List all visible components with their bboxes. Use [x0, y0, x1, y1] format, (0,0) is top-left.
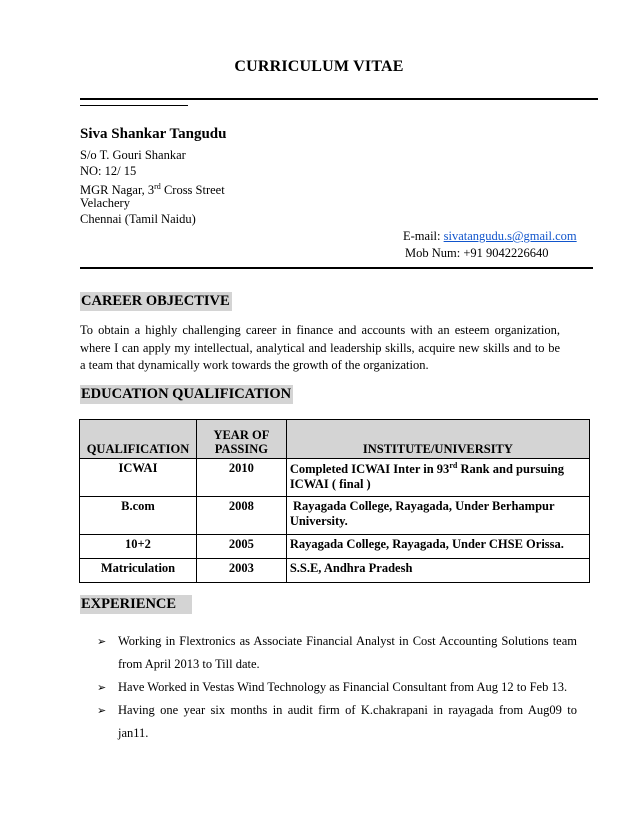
year-cell: 2010 [196, 459, 286, 497]
relation-line: S/o T. Gouri Shankar [80, 148, 186, 162]
institute-prefix: Completed ICWAI Inter in 93 [289, 462, 450, 477]
arrow-bullet-icon: ➢ [97, 681, 107, 694]
column-qualification: QUALIFICATION [80, 420, 197, 459]
year-cell: 2003 [196, 559, 286, 583]
email-label: E-mail: [403, 229, 444, 243]
candidate-name: Siva Shankar Tangudu [80, 126, 227, 142]
education-table-header [80, 420, 590, 459]
column-year [196, 420, 286, 459]
year-cell: 2008 [196, 497, 286, 535]
street-suffix: Cross Street [160, 183, 225, 198]
experience-text: Having one year six months in audit firm of K.chakrapani in rayagada from Aug09 to jan11. [118, 703, 577, 740]
mobile-label: Mob Num: [405, 246, 464, 260]
street-prefix: MGR Nagar, 3 [80, 183, 155, 198]
column-year-line1: YEAR OF [213, 428, 270, 442]
city-line: Chennai (Tamil Naidu) [80, 212, 196, 226]
experience-list [97, 630, 577, 745]
email-link[interactable]: sivatangudu.s@gmail.com [443, 229, 577, 243]
qualification-cell: 10+2 [80, 535, 197, 559]
street-superscript: rd [154, 182, 161, 191]
experience-text: Working in Flextronics as Associate Financial Analyst in Cost Accounting Solutions team from April 2013 to Till date. [118, 634, 577, 671]
institute-cell: S.S.E, Andhra Pradesh [286, 559, 589, 583]
qualification-cell: Matriculation [80, 559, 197, 583]
career-objective-text: To obtain a highly challenging career in finance and accounts with an esteem organization, where I can apply my intellectual, analytical and leadership skills, acquire new skills and to be a team that dynamically work towards the growth of the organization. [80, 323, 560, 372]
document-title: CURRICULUM VITAE [234, 58, 404, 75]
qualification-cell: ICWAI [80, 459, 197, 497]
arrow-bullet-icon: ➢ [97, 704, 107, 717]
institute-superscript: rd [449, 461, 458, 470]
experience-heading-text: EXPERIENCE [81, 596, 177, 612]
institute-cell [286, 459, 589, 497]
column-institute: INSTITUTE/UNIVERSITY [286, 420, 589, 459]
experience-heading [80, 595, 192, 614]
experience-text: Have Worked in Vestas Wind Technology as Financial Consultant from Aug 12 to Feb 13. [118, 680, 568, 694]
qualification-cell: B.com [80, 497, 197, 535]
list-item [97, 676, 577, 699]
table-row [80, 459, 590, 497]
education-table [79, 419, 590, 583]
mobile-line [405, 246, 549, 261]
title-divider [80, 98, 598, 100]
house-number: NO: 12/ 15 [80, 164, 137, 178]
table-row [80, 559, 590, 583]
mobile-number: +91 9042226640 [463, 246, 549, 260]
area-line: Velachery [80, 196, 130, 210]
list-item [97, 699, 577, 745]
career-objective-heading: CAREER OBJECTIVE [81, 293, 230, 309]
contact-divider [80, 267, 593, 269]
institute-cell: Rayagada College, Rayagada, Under Berhampur University. [286, 497, 589, 535]
email-line [403, 229, 577, 244]
education-heading: EDUCATION QUALIFICATION [81, 386, 292, 402]
title-divider-short [80, 105, 188, 106]
column-year-line2: PASSING [214, 442, 269, 456]
table-row [80, 535, 590, 559]
arrow-bullet-icon: ➢ [97, 635, 107, 648]
institute-cell: Rayagada College, Rayagada, Under CHSE Orissa. [286, 535, 589, 559]
year-cell: 2005 [196, 535, 286, 559]
table-row [80, 497, 590, 535]
list-item [97, 630, 577, 676]
institute-suffix: Rank and pursuing ICWAI ( final ) [289, 462, 564, 492]
